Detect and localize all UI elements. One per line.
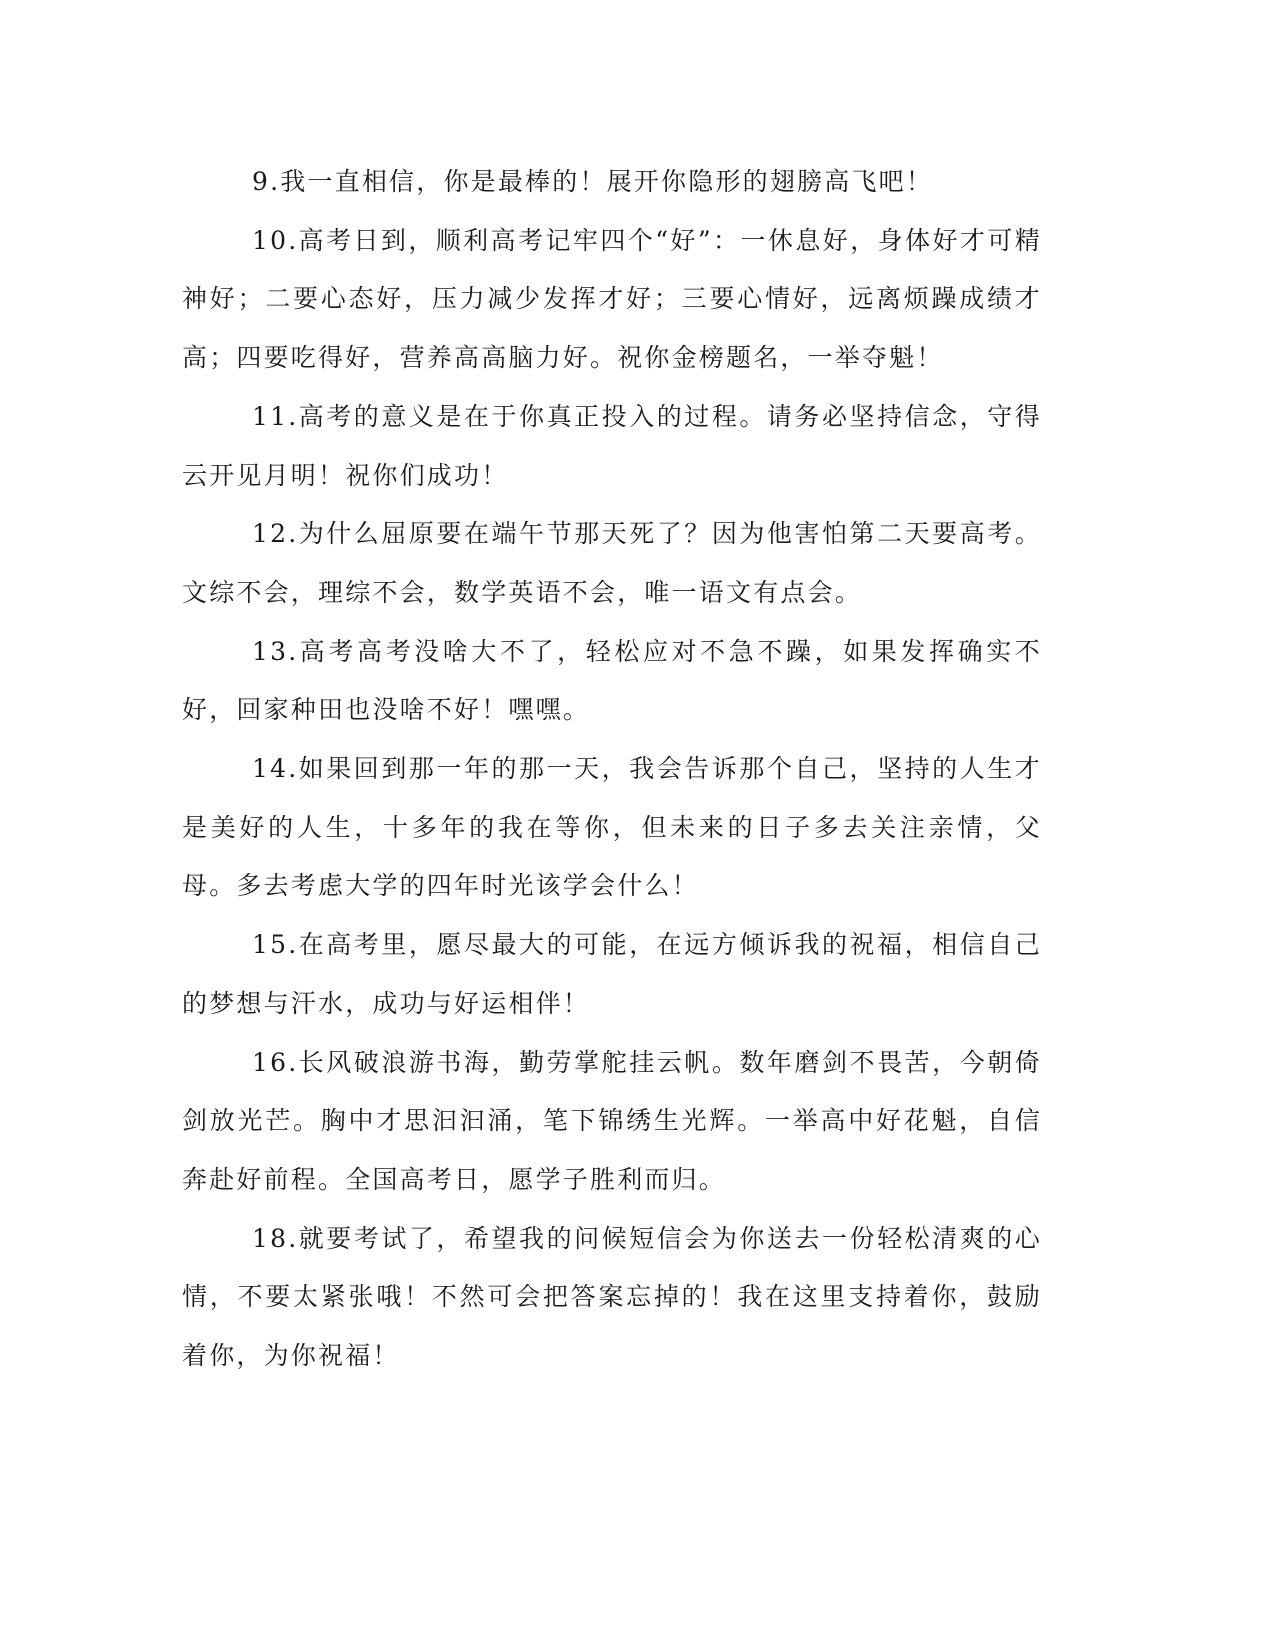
paragraph-15: 15.在高考里，愿尽最大的可能，在远方倾诉我的祝福，相信自己的梦想与汗水，成功与好运相伴！: [182, 930, 1042, 1018]
paragraph-13: 13.高考高考没啥大不了，轻松应对不急不躁，如果发挥确实不好，回家种田也没啥不好！嘿嘿。: [182, 636, 1042, 725]
paragraph-9: 9.我一直相信，你是最棒的！展开你隐形的翅膀高飞吧！: [252, 167, 934, 196]
paragraph-16: 16.长风破浪游书海，勤劳掌舵挂云帆。数年磨剑不畏苦，今朝倚剑放光芒。胸中才思汩汩涌，笔下锦绣生光辉。一举高中好花魁，自信奔赴好前程。全国高考日，愿学子胜利而归。: [182, 1047, 1042, 1194]
paragraph-11: 11.高考的意义是在于你真正投入的过程。请务必坚持信念，守得云开见月明！祝你们成功！: [182, 401, 1042, 490]
paragraph-18: 18.就要考试了，希望我的问候短信会为你送去一份轻松清爽的心情，不要太紧张哦！不然可会把答案忘掉的！我在这里支持着你，鼓励着你，为你祝福！: [182, 1223, 1042, 1371]
paragraph-14: 14.如果回到那一年的那一天，我会告诉那个自己，坚持的人生才是美好的人生，十多年的我在等你，但未来的日子多去关注亲情，父母。多去考虑大学的四年时光该学会什么！: [182, 754, 1042, 901]
document-body: [182, 153, 1042, 1386]
paragraph-12: 12.为什么屈原要在端午节那天死了？因为他害怕第二天要高考。文综不会，理综不会，数学英语不会，唯一语文有点会。: [182, 519, 1042, 607]
paragraph-10: 10.高考日到，顺利高考记牢四个“好”：一休息好，身体好才可精神好；二要心态好，压力减少发挥才好；三要心情好，远离烦躁成绩才高；四要吃得好，营养高高脑力好。祝你金榜题名，一举夺魁！: [182, 225, 1042, 373]
